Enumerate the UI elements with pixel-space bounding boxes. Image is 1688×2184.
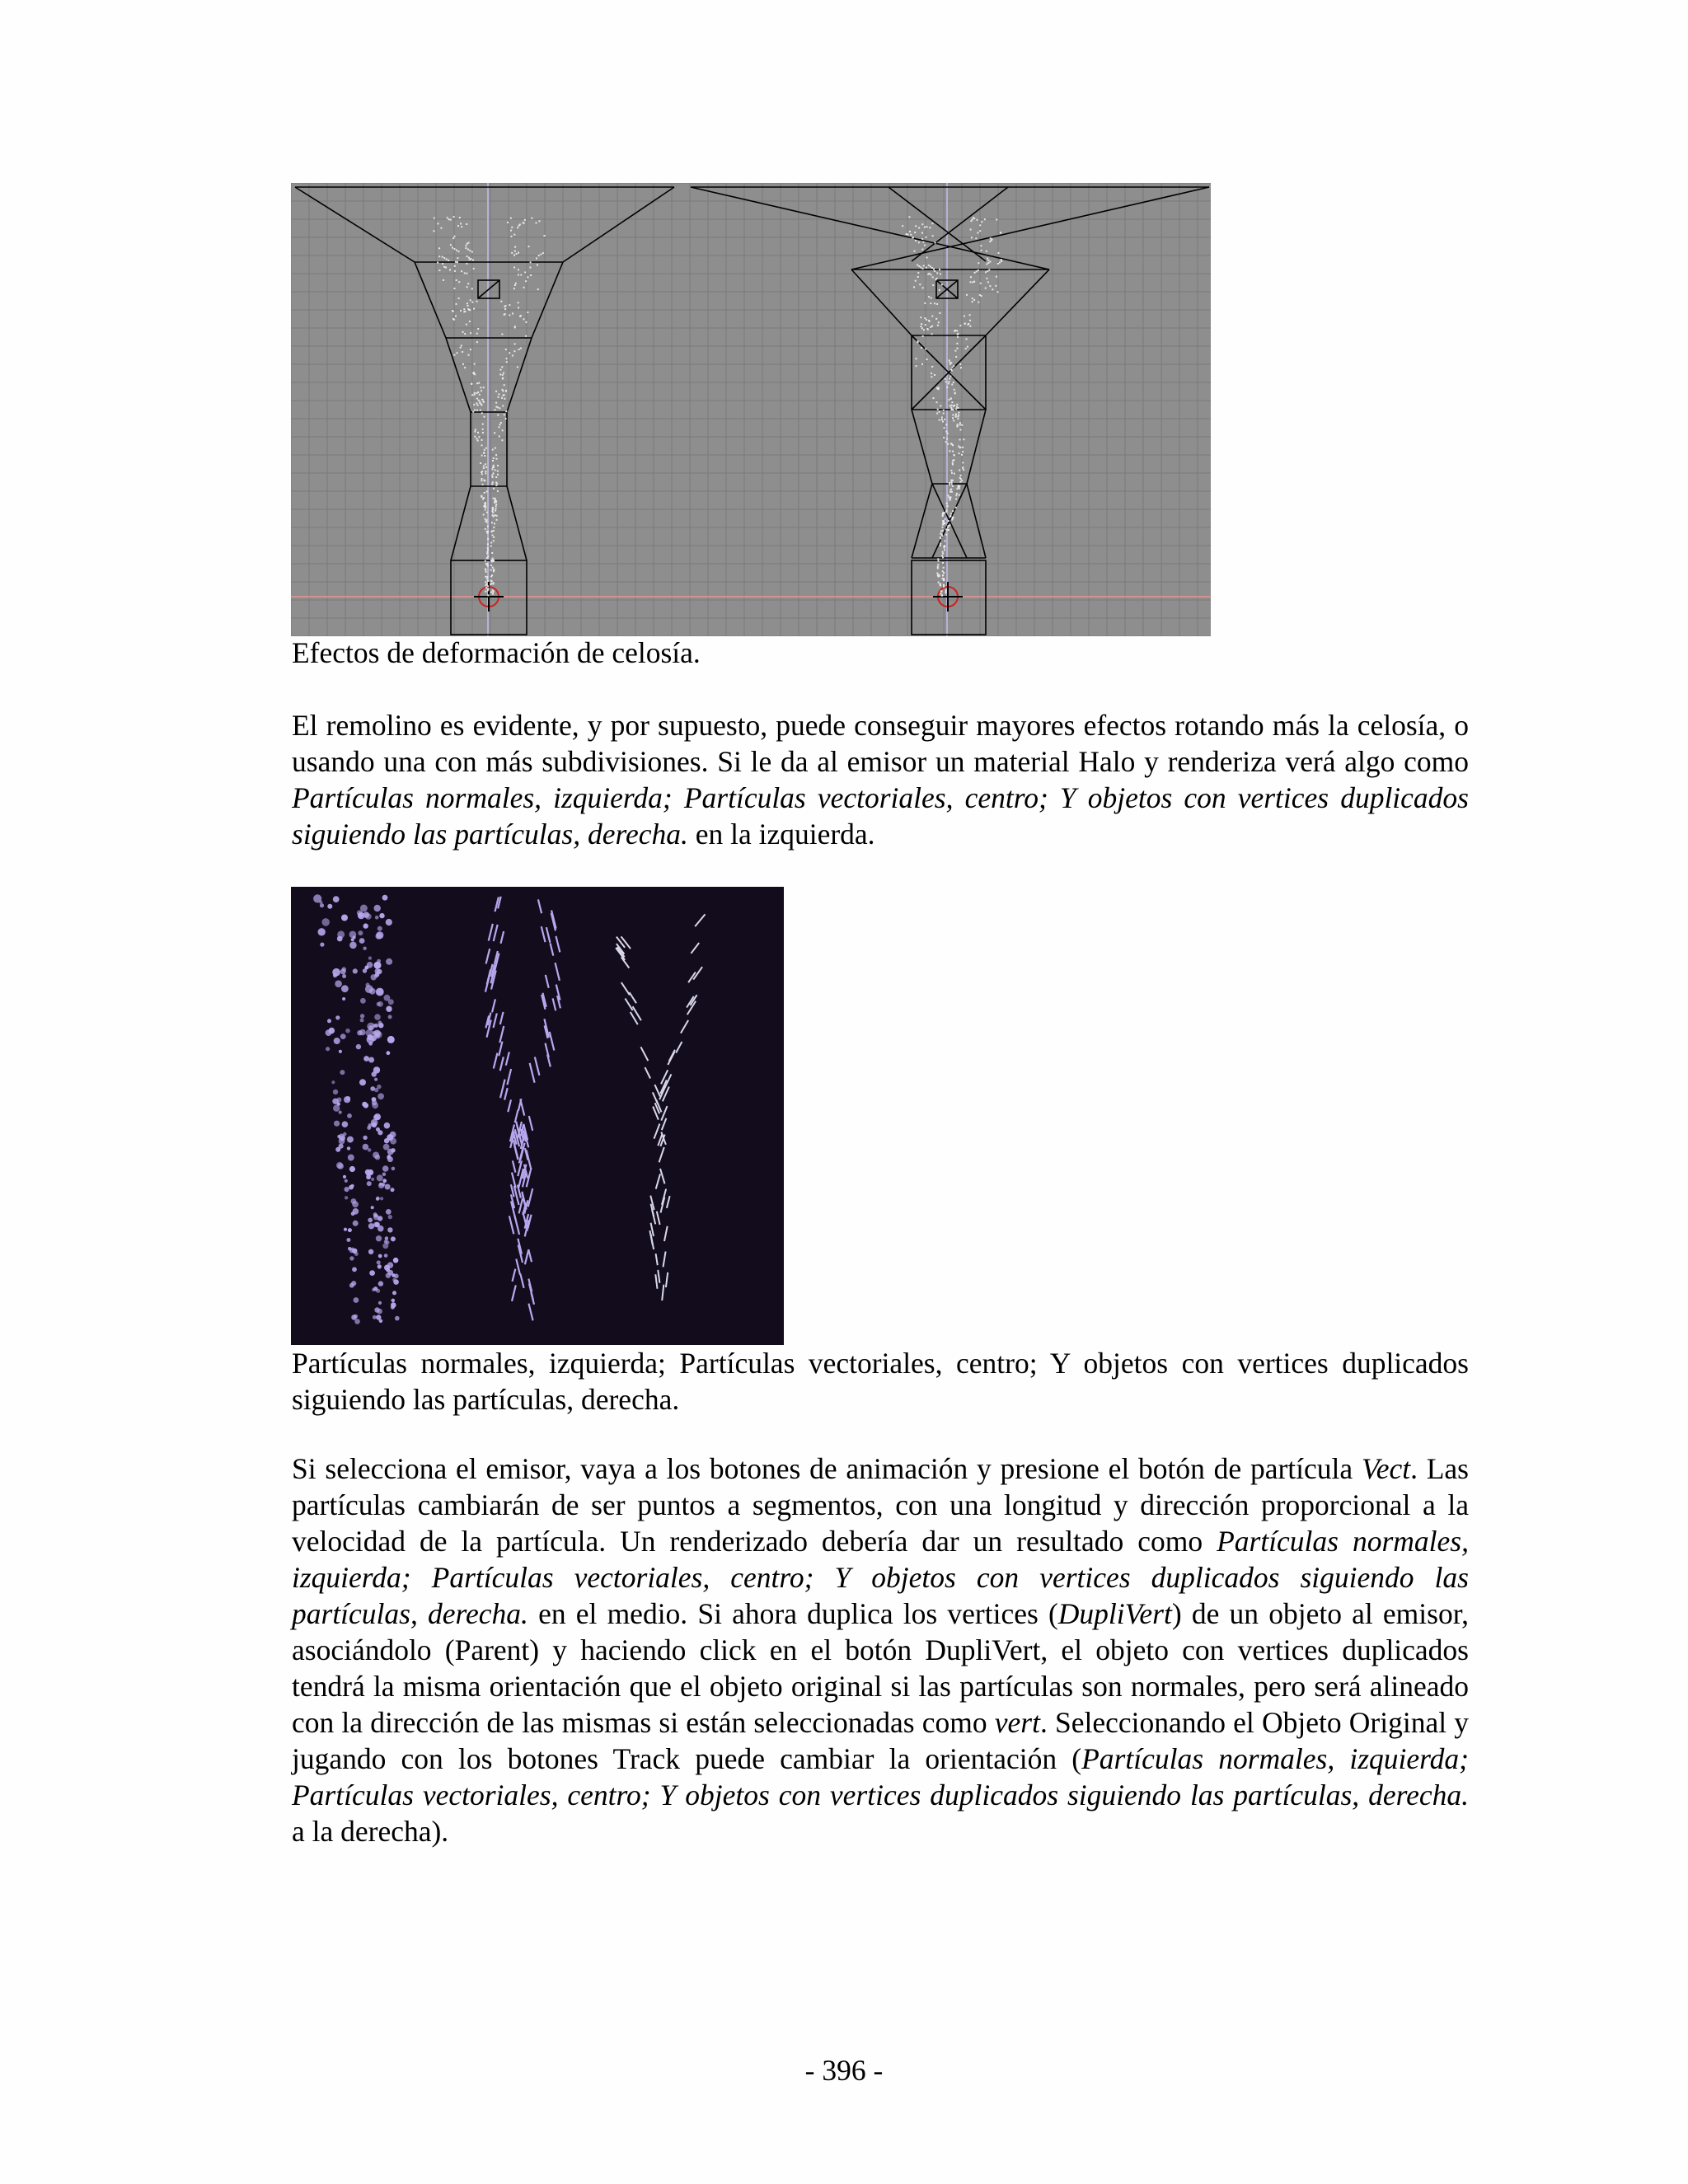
vect-term: Vect: [1361, 1452, 1411, 1485]
paragraph-2-figure-ref-1: Partículas normales, izquierda; Partículas vectoriales, centro; Y objetos con vertices duplicados siguiendo las partículas, derecha.: [292, 1525, 1469, 1630]
paragraph-2-text-d: ) de un objeto al emisor, asociándolo (Parent) y haciendo click en el botón DupliVert, el objeto con vertices duplicados tendrá la misma orientación que el objeto original si las partículas son normales, pero será alineado con la dirección de las mismas si están seleccionadas como: [292, 1597, 1469, 1739]
particle-render-drawing: [291, 887, 784, 1345]
duplivert-term: DupliVert: [1057, 1597, 1172, 1630]
paragraph-2-text-e: . Seleccionando el Objeto Original y jugando con los botones Track puede cambiar la orientación (: [292, 1706, 1469, 1775]
paragraph-1-figure-ref: Partículas normales, izquierda; Partículas vectoriales, centro; Y objetos con vertices duplicados siguiendo las partículas, derecha.: [292, 781, 1469, 851]
paragraph-2-text-b: . Las partículas cambiarán de ser puntos a segmentos, con una longitud y dirección proporcional a la velocidad de la partícula. Un renderizado debería dar un resultado como: [292, 1452, 1469, 1558]
paragraph-2-text-a: Si selecciona el emisor, vaya a los botones de animación y presione el botón de partícula: [292, 1452, 1362, 1485]
paragraph-1-text-b: en la izquierda.: [687, 818, 875, 851]
vert-term: vert: [994, 1706, 1040, 1739]
lattice-viewport-image: [291, 183, 1211, 636]
render-background: [291, 887, 784, 1345]
figure2-caption: Partículas normales, izquierda; Partículas vectoriales, centro; Y objetos con vertices duplicados siguiendo las partículas, derecha.: [292, 1347, 1469, 1416]
paragraph-1: [292, 707, 1469, 852]
page-number: - 396 -: [804, 2054, 884, 2087]
viewport-background: [291, 183, 1211, 636]
particle-render-image: [291, 887, 784, 1345]
paragraph-2: [292, 1451, 1469, 1849]
paragraph-1-text-a: El remolino es evidente, y por supuesto, puede conseguir mayores efectos rotando más la celosía, o usando una con más subdivisiones. Si le da al emisor un material Halo y renderiza verá algo como: [292, 709, 1469, 778]
figure1-caption: Efectos de deformación de celosía.: [292, 636, 701, 669]
paragraph-2-figure-ref-2: Partículas normales, izquierda; Partículas vectoriales, centro; Y objetos con vertices duplicados siguiendo las partículas, derecha.: [292, 1742, 1469, 1811]
paragraph-2-text-c: en el medio. Si ahora duplica los vertices (: [528, 1597, 1058, 1630]
paragraph-2-text-f: a la derecha).: [292, 1815, 449, 1848]
lattice-viewport-drawing: [291, 183, 1211, 636]
